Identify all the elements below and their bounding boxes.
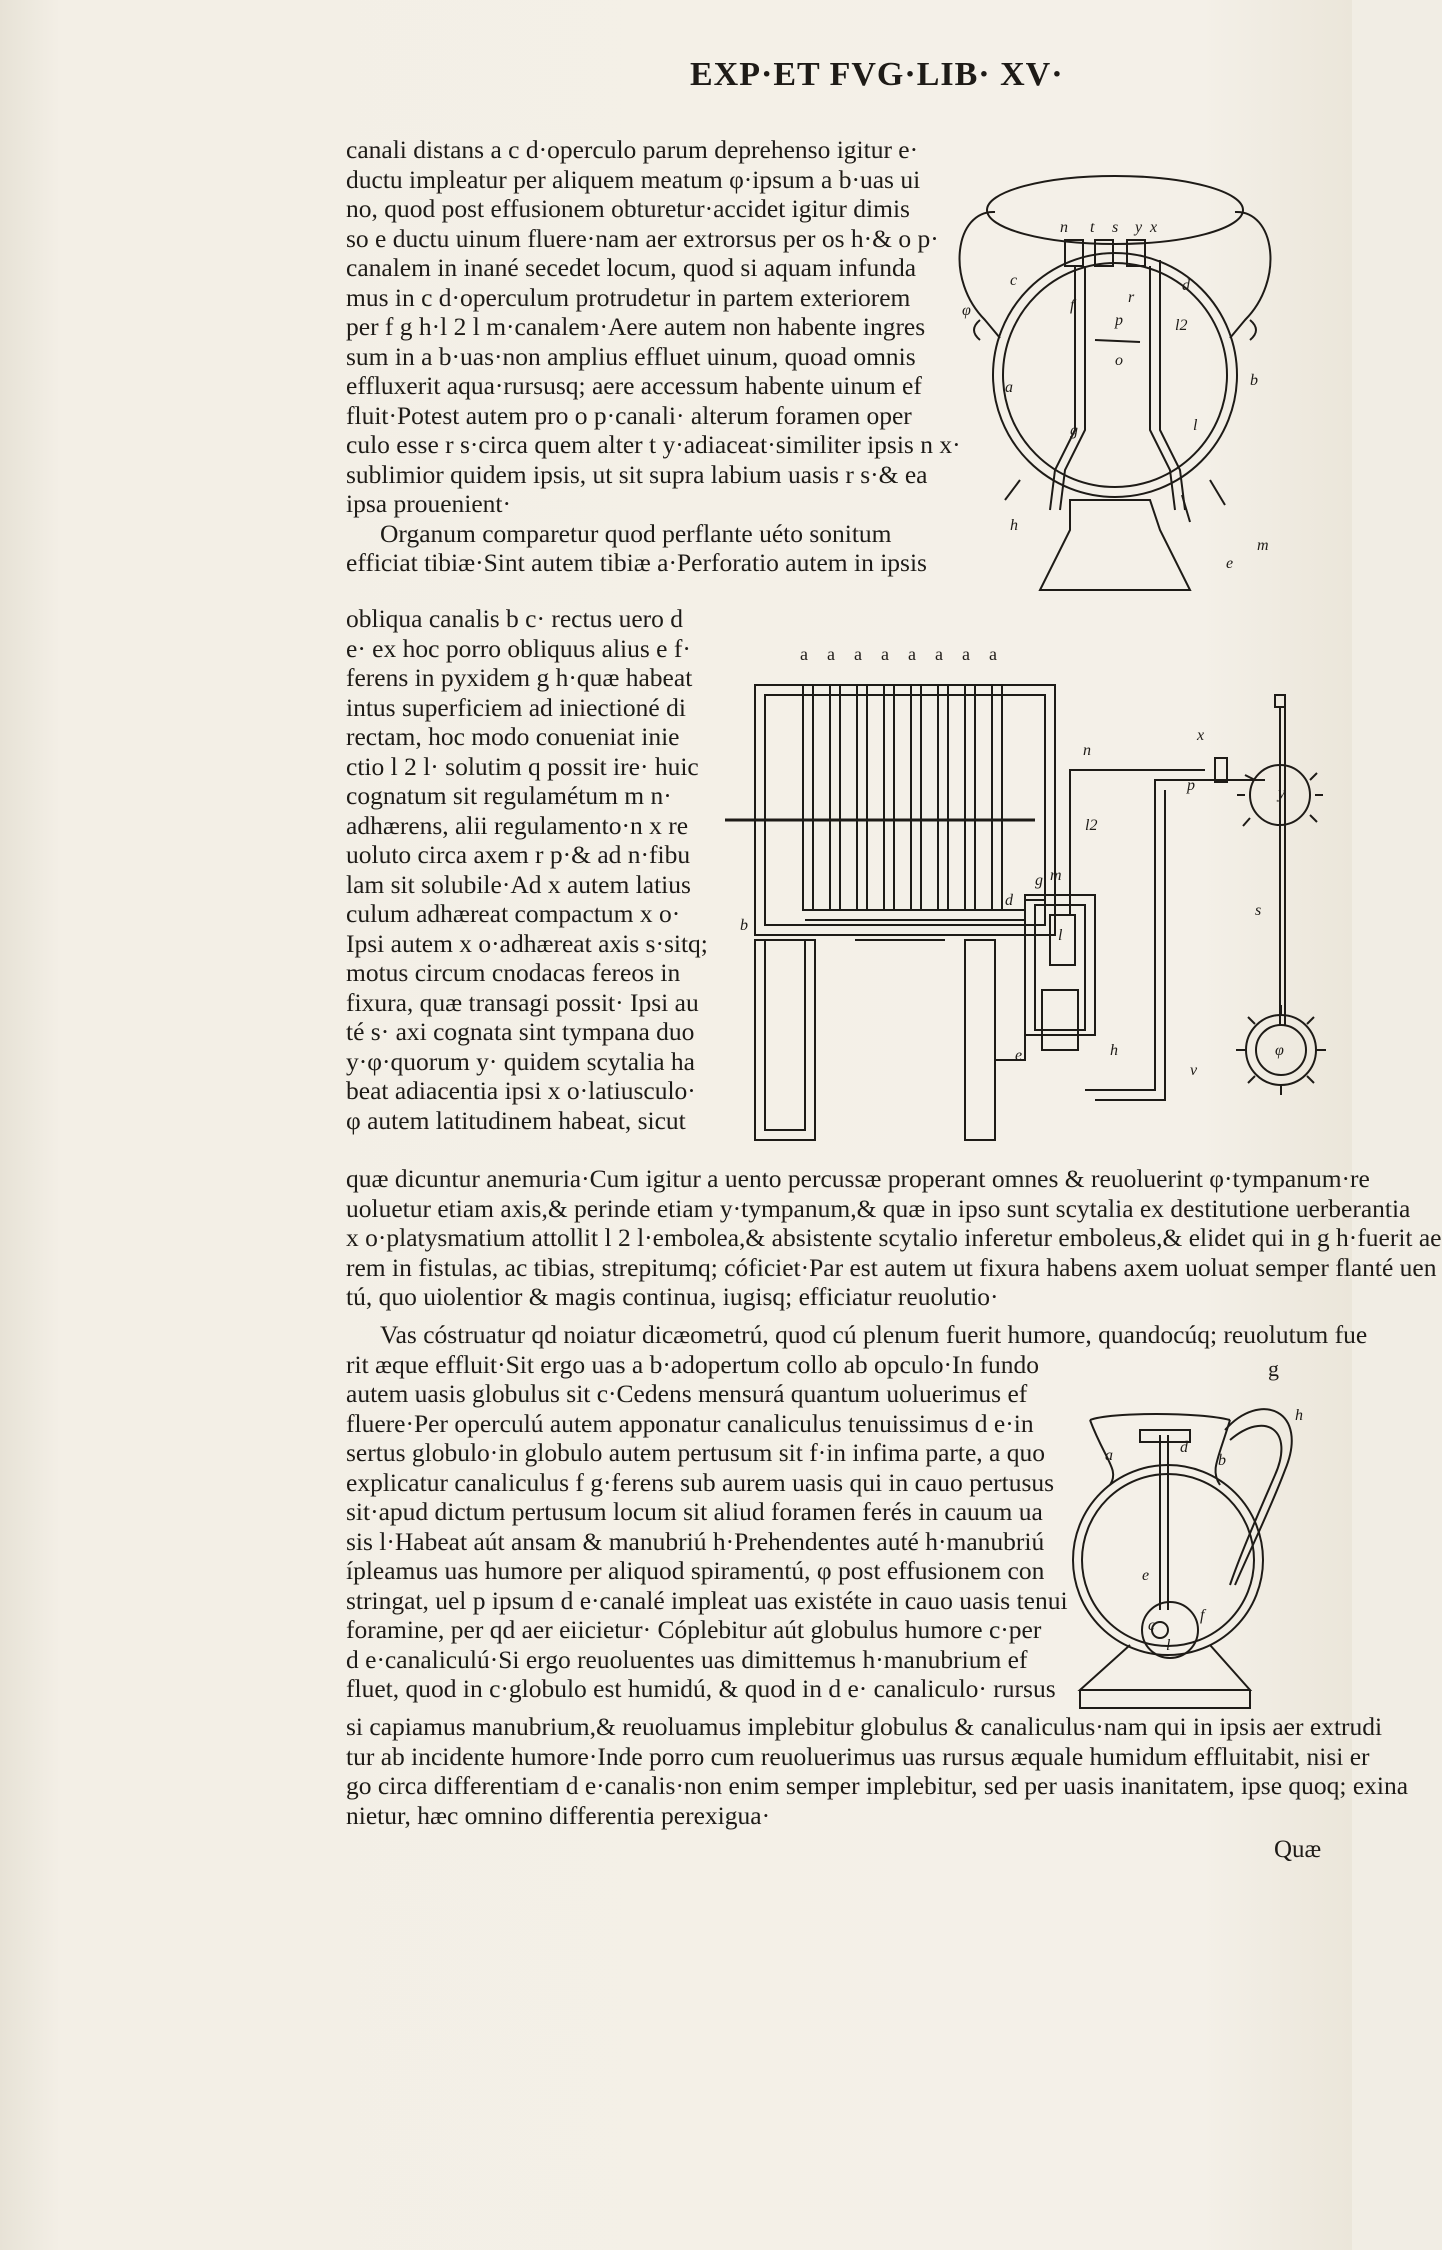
text-line: uoluto circa axem r p·& ad n·fibu xyxy=(346,840,691,869)
text-line: Ipsi autem x o·adhæreat axis s·sitq; xyxy=(346,928,708,958)
text-line: Vas cóstruatur qd noiatur dicæometrú, quod cú plenum fuerit humore, quandocúq; reuolutum fue xyxy=(380,1320,1368,1349)
paragraph-dicaeometrum-end xyxy=(346,1712,1409,1830)
svg-text:a: a xyxy=(1005,379,1013,396)
figure-wind-organ xyxy=(725,640,1325,1170)
text-line: ctio l 2 l· solutim q possit ire· huic xyxy=(346,751,699,781)
paragraph-dicaeometrum xyxy=(346,1320,1368,1704)
svg-text:n: n xyxy=(1083,742,1091,759)
svg-text:d: d xyxy=(1005,892,1013,909)
text-line: té s· axi cognata sint tympana duo xyxy=(346,1017,695,1046)
text-line: rit æque effluit·Sit ergo uas a b·adopertum collo ab opculo·In fundo xyxy=(346,1349,1040,1379)
svg-text:b: b xyxy=(1250,372,1258,389)
svg-text:l2: l2 xyxy=(1175,317,1188,334)
svg-text:a: a xyxy=(800,644,808,664)
text-line: lam sit solubile·Ad x autem latius xyxy=(346,869,691,899)
svg-text:e: e xyxy=(1142,1567,1150,1584)
text-line: quæ dicuntur anemuria·Cum igitur a uento percussæ properant omnes & reuoluerint φ·tympanum·re xyxy=(346,1164,1370,1193)
svg-text:f: f xyxy=(1070,297,1075,314)
text-line: foramine, per qd aer eiicietur· Cóplebitur aút globulus humore c·per xyxy=(346,1615,1042,1644)
text-line: tur ab incidente humore·Inde porro cum reuoluerimus uas rursus æquale humidum effluitabit, nisi er xyxy=(346,1741,1370,1771)
svg-text:a: a xyxy=(989,644,997,664)
text-line: cognatum sit regulamétum m n· xyxy=(346,781,672,810)
svg-text:g: g xyxy=(1070,422,1078,439)
svg-text:m: m xyxy=(1257,537,1269,554)
text-line: fluit·Potest autem pro o p·canali· alterum foramen oper xyxy=(346,400,912,430)
margin-letter: g xyxy=(1268,1356,1279,1381)
svg-text:d: d xyxy=(1182,277,1190,294)
text-line: so e ductu uinum fluere·nam aer extrorsus per os h·& o p· xyxy=(346,223,939,253)
svg-text:a: a xyxy=(854,644,862,664)
text-line: ferens in pyxidem g h·quæ habeat xyxy=(346,663,693,692)
paragraph-organ-continued xyxy=(346,1164,1442,1312)
svg-text:c: c xyxy=(1010,272,1018,289)
text-line: rectam, hoc modo conueniat inie xyxy=(346,722,680,751)
svg-text:a: a xyxy=(908,644,916,664)
svg-text:s: s xyxy=(1255,902,1262,919)
svg-text:h: h xyxy=(1010,517,1018,534)
text-line: canali distans a c d·operculo parum deprehenso igitur e· xyxy=(346,135,919,164)
svg-text:a: a xyxy=(935,644,943,664)
text-line: no, quod post effusionem obturetur·accidet igitur dimis xyxy=(346,194,910,223)
text-line: per f g h·l 2 l m·canalem·Aere autem non habente ingres xyxy=(346,312,926,341)
svg-text:a: a xyxy=(1105,1447,1113,1464)
svg-text:m: m xyxy=(1050,867,1062,884)
text-line: autem uasis globulus sit c·Cedens mensurá quantum uoluerimus ef xyxy=(346,1379,1028,1408)
svg-text:h: h xyxy=(1295,1407,1303,1424)
svg-text:a: a xyxy=(881,644,889,664)
text-line: e· ex hoc porro obliquus alius e f· xyxy=(346,633,691,663)
text-line: uoluetur etiam axis,& perinde etiam y·tympanum,& quæ in ipso sunt scytalia ex destitutione uerberantia xyxy=(346,1193,1411,1223)
text-line: canalem in inané secedet locum, quod si aquam infunda xyxy=(346,253,917,282)
paragraph-siphon-vessel xyxy=(346,135,961,578)
svg-text:x: x xyxy=(1197,727,1205,744)
text-line: sublimior quidem ipsis, ut sit supra labium uasis r s·& ea xyxy=(346,459,928,489)
svg-text:l: l xyxy=(1058,927,1063,944)
text-line: φ autem latitudinem habeat, sicut xyxy=(346,1105,686,1135)
text-line: culum adhæreat compactum x o· xyxy=(346,899,681,928)
figure-jug xyxy=(1050,1390,1310,1720)
svg-text:y: y xyxy=(1278,785,1286,802)
svg-text:e: e xyxy=(1015,1047,1023,1064)
svg-text:d: d xyxy=(1180,1439,1188,1456)
text-line: y·φ·quorum y· quidem scytalia ha xyxy=(346,1046,695,1076)
text-line: motus circum cnodacas fereos in xyxy=(346,958,681,987)
paragraph-wind-organ xyxy=(346,604,708,1135)
text-line: beat adiacentia ipsi x o·latiusculo· xyxy=(346,1076,696,1105)
svg-text:g: g xyxy=(1035,872,1043,889)
text-line: adhærens, alii regulamento·n x re xyxy=(346,810,689,840)
svg-text:a: a xyxy=(962,644,970,664)
svg-text:l: l xyxy=(1166,1637,1171,1654)
text-line: fluere·Per operculú autem apponatur canaliculus tenuissimus d e·in xyxy=(346,1408,1034,1438)
svg-text:b: b xyxy=(740,917,748,934)
text-line: culo esse r s·circa quem alter t y·adiaceat·similiter ipsis n x· xyxy=(346,430,961,459)
svg-text:e: e xyxy=(1226,555,1234,572)
svg-text:p: p xyxy=(1187,777,1195,794)
catchword: Quæ xyxy=(1274,1836,1322,1863)
text-line: ípleamus uas humore per aliquod spiramentú, φ post effusionem con xyxy=(346,1556,1045,1585)
text-line: Organum comparetur quod perflante uéto sonitum xyxy=(380,518,892,548)
svg-text:n: n xyxy=(1060,219,1068,236)
svg-text:v: v xyxy=(1190,1062,1198,1079)
svg-text:x: x xyxy=(1150,219,1158,236)
text-line: sum in a b·uas·non amplius effluet uinum, quoad omnis xyxy=(346,341,916,371)
svg-text:a: a xyxy=(827,644,835,664)
svg-text:p: p xyxy=(1115,312,1123,329)
svg-text:y: y xyxy=(1135,219,1143,236)
text-line: fixura, quæ transagi possit· Ipsi au xyxy=(346,987,699,1017)
text-line: ductu impleatur per aliquem meatum φ·ipsum a b·uas ui xyxy=(346,164,921,194)
text-line: nietur, hæc omnino differentia perexigua· xyxy=(346,1800,771,1830)
text-line: intus superficiem ad iniectioné di xyxy=(346,692,686,722)
label: t xyxy=(1090,219,1095,236)
svg-text:l: l xyxy=(1193,417,1198,434)
text-line: fluet, quod in c·globulo est humidú, & quod in d e· canaliculo· rursus xyxy=(346,1674,1056,1703)
svg-text:r: r xyxy=(1128,289,1135,306)
text-line: tú, quo uiolentior & magis continua, iugisq; efficiatur reuolutio· xyxy=(346,1282,999,1311)
text-line: rem in fistulas, ac tibias, strepitumq; cóficiet·Par est autem ut fixura habens axem uoluat semper flanté uen xyxy=(346,1252,1437,1282)
text-line: ipsa prouenient· xyxy=(346,489,511,518)
text-line: d e·canaliculú·Si ergo reuoluentes uas dimittemus h·manubrium ef xyxy=(346,1644,1028,1674)
svg-text:c: c xyxy=(1148,1617,1156,1634)
text-line: obliqua canalis b c· rectus uero d xyxy=(346,604,684,633)
svg-text:l2: l2 xyxy=(1085,817,1098,834)
text-line: x o·platysmatium attollit l 2 l·embolea,& absistente scytalio inferetur emboleus,& elidet qui in g h·fuerit ae xyxy=(346,1223,1442,1252)
svg-text:h: h xyxy=(1110,1042,1118,1059)
svg-text:φ: φ xyxy=(962,302,971,319)
svg-text:b: b xyxy=(1218,1452,1226,1469)
text-line: mus in c d·operculum protrudetur in partem exteriorem xyxy=(346,282,911,312)
text-line: stringat, uel p ipsum d e·canalé impleat uas existéte in cauo uasis tenui xyxy=(346,1585,1068,1615)
text-line: explicatur canaliculus f g·ferens sub aurem uasis qui in cauo pertusus xyxy=(346,1467,1055,1497)
text-line: sertus globulo·in globulo autem pertusum sit f·in infima parte, a quo xyxy=(346,1438,1045,1467)
figure-vessel xyxy=(950,170,1280,610)
text-line: sit·apud dictum pertusum locum sit aliud foramen ferés in cauum ua xyxy=(346,1497,1043,1526)
text-line: efficiat tibiæ·Sint autem tibiæ a·Perforatio autem in ipsis xyxy=(346,548,927,577)
svg-text:f: f xyxy=(1200,1607,1205,1624)
text-line: go circa differentiam d e·canalis·non enim semper implebitur, sed per uasis inanitatem, ipse quoq; exina xyxy=(346,1771,1409,1800)
text-line: effluxerit aqua·rursusq; aere accessum habente uinum ef xyxy=(346,371,922,400)
text-line: si capiamus manubrium,& reuoluamus implebitur globulus & canaliculus·nam qui in ipsis aer extrudi xyxy=(346,1712,1383,1741)
svg-text:s: s xyxy=(1112,219,1119,236)
text-line: sis l·Habeat aút ansam & manubriú h·Prehendentes auté h·manubriú xyxy=(346,1526,1045,1556)
svg-text:o: o xyxy=(1115,352,1123,369)
svg-text:φ: φ xyxy=(1275,1042,1284,1059)
running-head: EXP·ET FVG·LIB· XV· xyxy=(690,56,1064,93)
